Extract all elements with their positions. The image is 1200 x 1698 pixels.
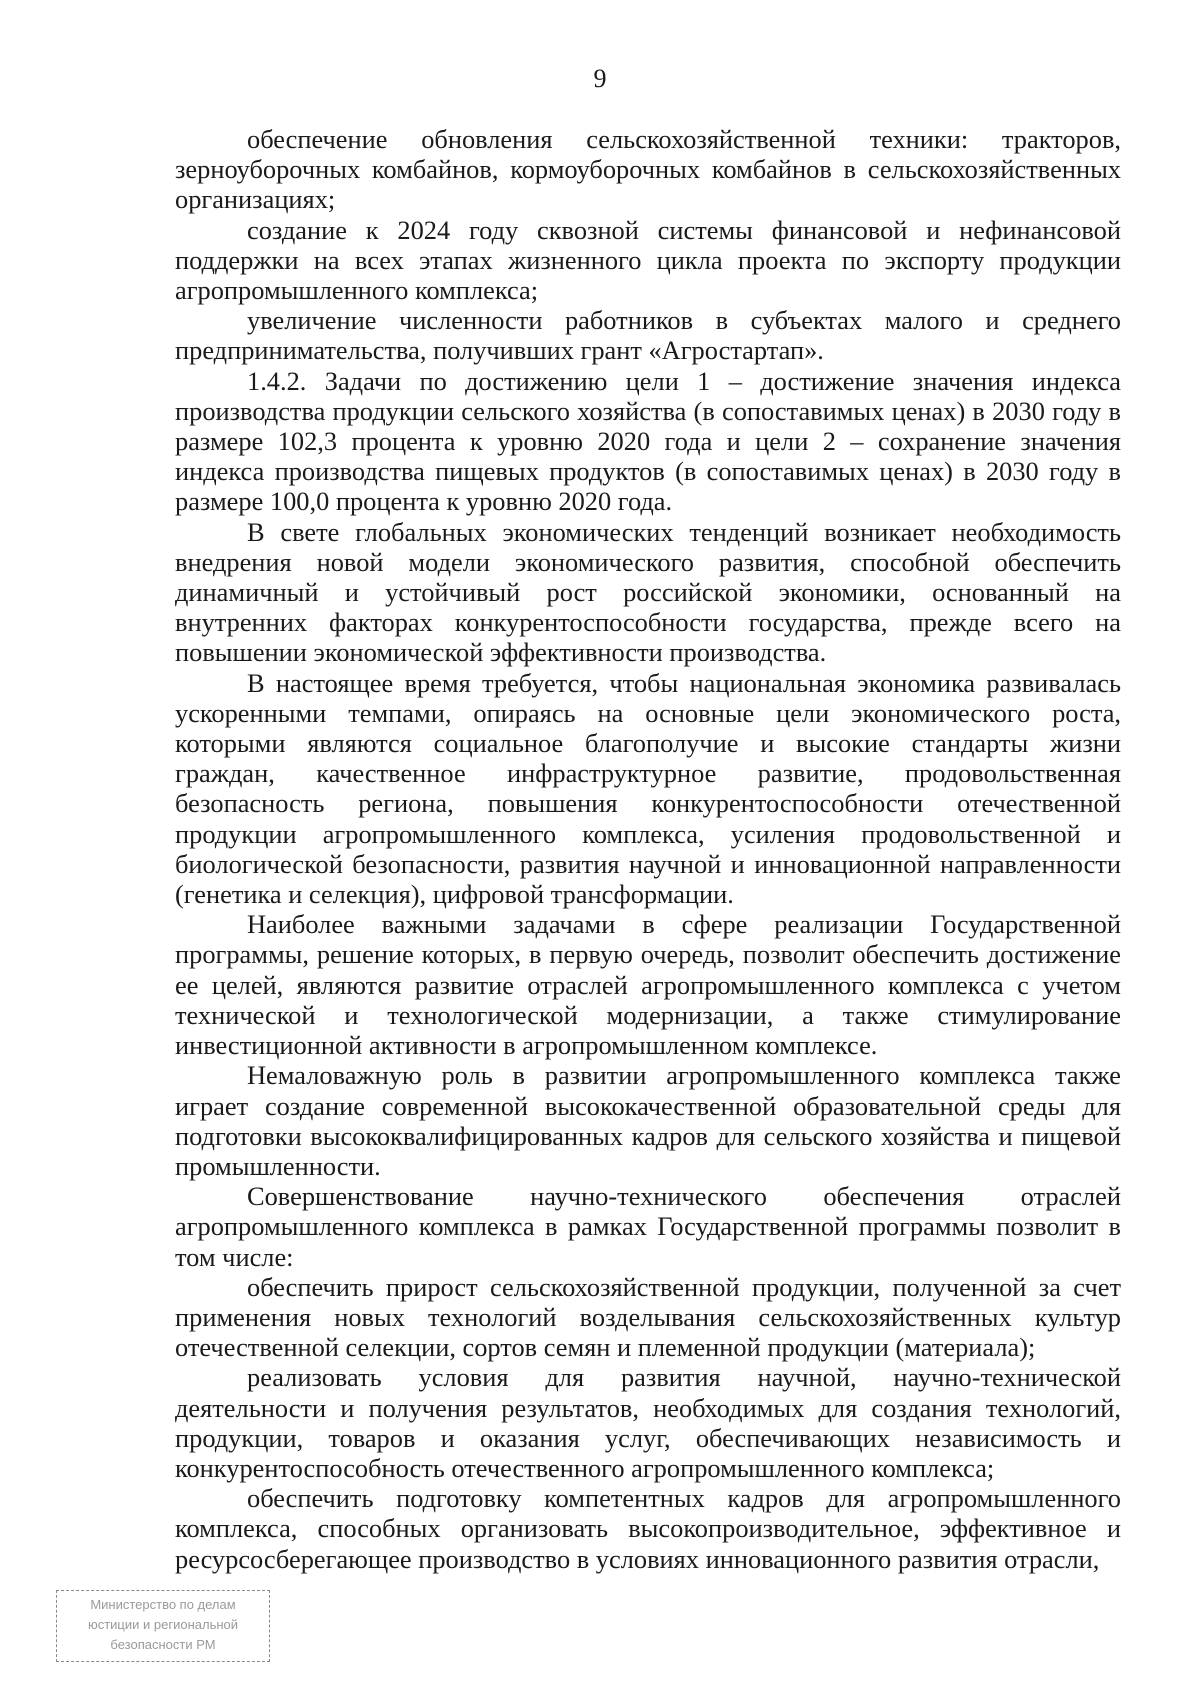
paragraph-key-tasks: Наиболее важными задачами в сфере реализации Государственной программы, решение которых, в первую очередь, позволит обеспечить достижение ее целей, являются развитие отраслей агропромышленного комплекса с учетом технической и технологической модернизации, а также стимулирование инвестиционной активности в агропромышленном комплексе. — [175, 909, 1121, 1061]
paragraph-export-support: создание к 2024 году сквозной системы финансовой и нефинансовой поддержки на всех этапах жизненного цикла проекта по экспорту продукции агропромышленного комплекса; — [175, 214, 1121, 306]
page-number: 9 — [593, 64, 607, 93]
paragraph-national-economy: В настоящее время требуется, чтобы национальная экономика развивалась ускоренными темпами, опираясь на основные цели экономического роста, которыми являются социальное благополучие и высокие стандарты жизни граждан, качественное инфраструктурное развитие, продовольственная безопасность региона, повышения конкурентоспособности отечественной продукции агропромышленного комплекса, усиления продовольственной и биологической безопасности, развития научной и инновационной направленности (генетика и селекция), цифровой трансформации. — [175, 667, 1121, 910]
paragraph-production-growth: обеспечить прирост сельскохозяйственной продукции, полученной за счет применения новых технологий возделывания сельскохозяйственных культур отечественной селекции, сортов семян и племенной продукции (материала); — [175, 1271, 1121, 1363]
document-body — [175, 124, 1121, 1574]
paragraph-equipment-renewal: обеспечение обновления сельскохозяйственной техники: тракторов, зерноуборочных комбайнов, кормоуборочных комбайнов в сельскохозяйственных организациях; — [175, 124, 1121, 215]
paragraph-global-trends: В свете глобальных экономических тенденций возникает необходимость внедрения новой модели экономического развития, способной обеспечить динамичный и устойчивый рост российской экономики, основанный на внутренних факторах конкурентоспособности государства, прежде всего на повышении экономической эффективности производства. — [175, 516, 1121, 668]
stamp-line: Министерство по делам — [90, 1597, 236, 1612]
stamp-line: юстиции и региональной — [87, 1617, 239, 1632]
registration-stamp — [56, 1590, 270, 1662]
paragraph-scientific-support: Совершенствование научно-технического обеспечения отраслей агропромышленного комплекса в рамках Государственной программы позволит в том числе: — [175, 1181, 1121, 1272]
stamp-line: безопасности РМ — [110, 1637, 216, 1652]
paragraph-agrostartup-grant: увеличение численности работников в субъектах малого и среднего предпринимательства, получивших грант «Агростартап». — [175, 305, 1121, 366]
paragraph-research-conditions: реализовать условия для развития научной, научно-технической деятельности и получения результатов, необходимых для создания технологий, продукции, товаров и оказания услуг, обеспечивающих независимость и конкурентоспособность отечественного агропромышленного комплекса; — [175, 1362, 1121, 1483]
paragraph-personnel-training: обеспечить подготовку компетентных кадров для агропромышленного комплекса, способных организовать высокопроизводительное, эффективное и ресурсосберегающее производство в условиях инновационного развития отрасли, — [175, 1483, 1121, 1574]
paragraph-section-1-4-2: 1.4.2. Задачи по достижению цели 1 – достижение значения индекса производства продукции сельского хозяйства (в сопоставимых ценах) в 2030 году в размере 102,3 процента к уровню 2020 года и цели 2 – сохранение значения индекса производства пищевых продуктов (в сопоставимых ценах) в 2030 году в размере 100,0 процента к уровню 2020 года. — [175, 365, 1121, 517]
paragraph-education: Немаловажную роль в развитии агропромышленного комплекса также играет создание современной высококачественной образовательной среды для подготовки высококвалифицированных кадров для сельского хозяйства и пищевой промышленности. — [175, 1060, 1121, 1181]
